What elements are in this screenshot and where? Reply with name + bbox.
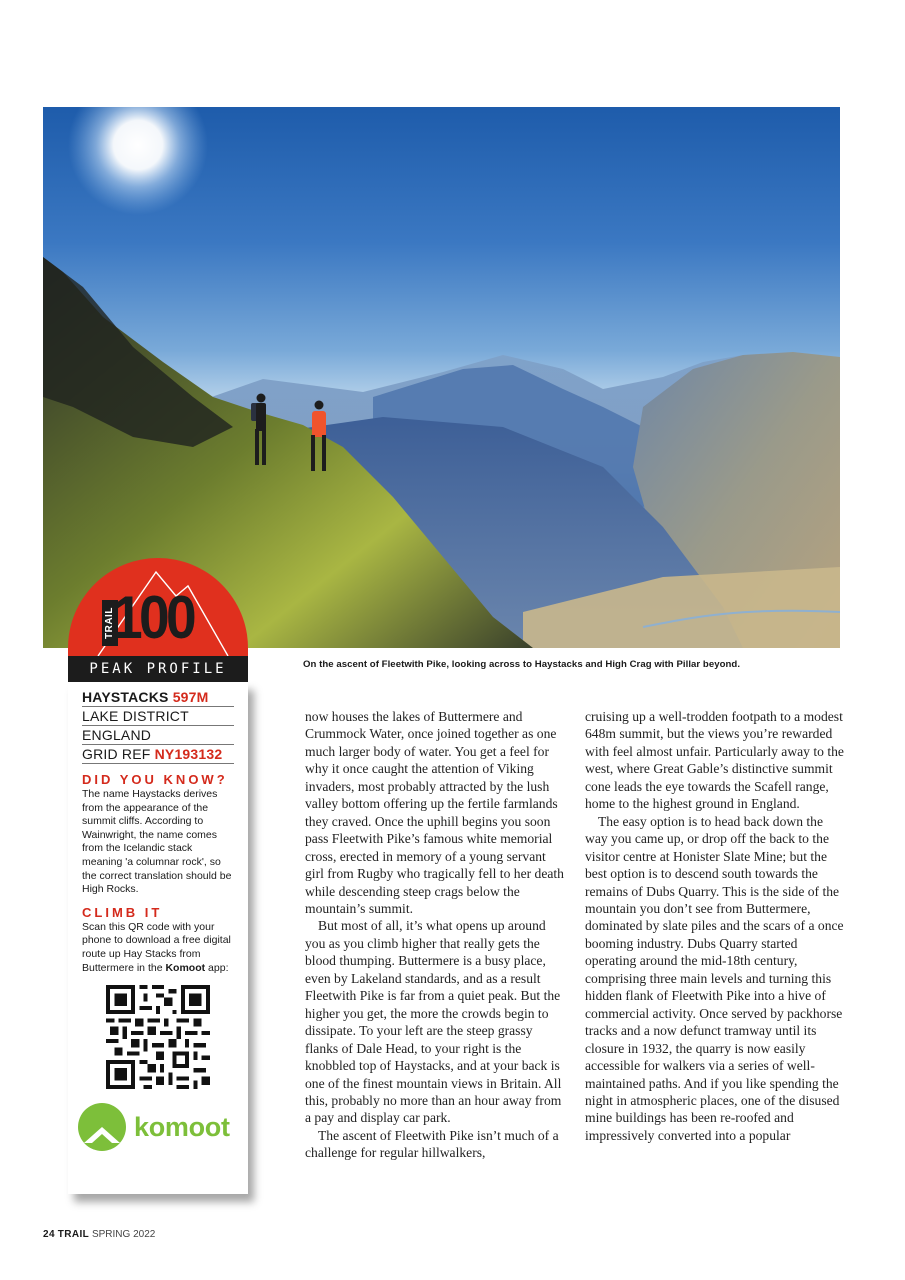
badge-number: 100 xyxy=(112,584,194,651)
peak-height: 597M xyxy=(172,689,209,705)
page-number: 24 xyxy=(43,1229,55,1240)
paragraph: cruising up a well-trodden footpath to a modest 648m summit, but the views you’re rewarded with feel almost unfair. Particularly away to the west, where Great Gable’s distinctive summit cone leads the eye towards the Scafell range, home to the highest ground in England. xyxy=(585,709,844,812)
did-you-know-text: The name Haystacks derives from the appearance of the summit cliffs. According to Wainwright, the name comes from the Icelandic stack meaning 'a columnar rock', so the correct translation should be High Rocks. xyxy=(82,788,232,896)
climb-it-text: Scan this QR code with your phone to download a free digital route up Hay Stacks from Buttermere in the Komoot app: xyxy=(82,920,231,974)
photo-caption: On the ascent of Fleetwith Pike, looking across to Haystacks and High Crag with Pillar beyond. xyxy=(303,659,741,670)
grid-ref-label: GRID REF xyxy=(82,746,151,762)
article-column-1 xyxy=(305,708,567,1162)
komoot-logo[interactable] xyxy=(78,1103,234,1151)
paragraph: now houses the lakes of Buttermere and Crummock Water, once joined together as one much larger body of water. You get a feel for why it once caught the attention of Viking invaders, most probably attracted by the lush valley bottom offering up the fertile farmlands they craved. Once the uphill begins you soon pass Fleetwith Pike’s famous white memorial cross, erected in memory of a young servant girl from Rugby who tragically fell to her death while descending steep crags below the mountain’s summit. xyxy=(305,709,564,916)
komoot-app-name: Komoot xyxy=(165,961,206,974)
badge-label: PEAK PROFILE xyxy=(68,656,248,682)
climb-it-heading: CLIMB IT xyxy=(82,904,163,920)
trail-100-badge xyxy=(68,558,248,683)
grid-ref-value: NY193132 xyxy=(154,746,223,762)
komoot-mountain-icon xyxy=(78,1103,126,1151)
badge-brand: TRAIL xyxy=(102,600,118,646)
komoot-wordmark: komoot xyxy=(134,1111,230,1142)
magazine-name: TRAIL xyxy=(57,1229,90,1240)
peak-profile-sidebar xyxy=(68,682,248,1194)
paragraph: The easy option is to head back down the way you came up, or drop off the back to the visitor centre at Honister Slate Mine; but the best option is to descend south towards the remains of Dubs Quarry. This is the side of the mountain you don’t see from Buttermere, dominated by slate piles and the scars of a once booming industry. Dubs Quarry started operating around the mid-18th century, comprising three main levels and turning this hidden flank of Fleetwith Pike into a hive of commercial activity. Once served by packhorse tracks and a now defunct tramway until its closure in 1932, the quarry is now easily accessible for walkers via a series of well-maintained paths. And if you like spending the night in atmospheric places, one of the disused mine buildings has been re-roofed and impressively converted into a popular xyxy=(585,813,844,1143)
page-folio xyxy=(43,1229,155,1240)
did-you-know-heading: DID YOU KNOW? xyxy=(82,772,228,787)
issue-date: SPRING 2022 xyxy=(91,1229,156,1240)
peak-name: HAYSTACKS xyxy=(82,689,169,705)
peak-region: LAKE DISTRICT xyxy=(82,707,234,726)
grid-ref-line xyxy=(82,745,234,764)
peak-country: ENGLAND xyxy=(82,726,234,745)
paragraph: But most of all, it’s what opens up around you as you climb higher that really gets the blood thumping. Buttermere is a busy place, even by Lakeland standards, and as a result Fleetwith Pike is far from a quiet peak. But the higher you get, the more the crowds begin to dissipate. To your left are the steep grassy flanks of Dale Head, to your right is the knobbled top of Haystacks, and at your back is one of the finest mountain views in Britain. All this, probably no more than an hour away from a pay and display car park. xyxy=(305,918,562,1126)
qr-code-icon[interactable] xyxy=(106,985,210,1089)
article-column-2 xyxy=(585,708,847,1144)
peak-name-line xyxy=(82,688,234,707)
paragraph: The ascent of Fleetwith Pike isn’t much of a challenge for regular hillwalkers, xyxy=(305,1127,559,1161)
